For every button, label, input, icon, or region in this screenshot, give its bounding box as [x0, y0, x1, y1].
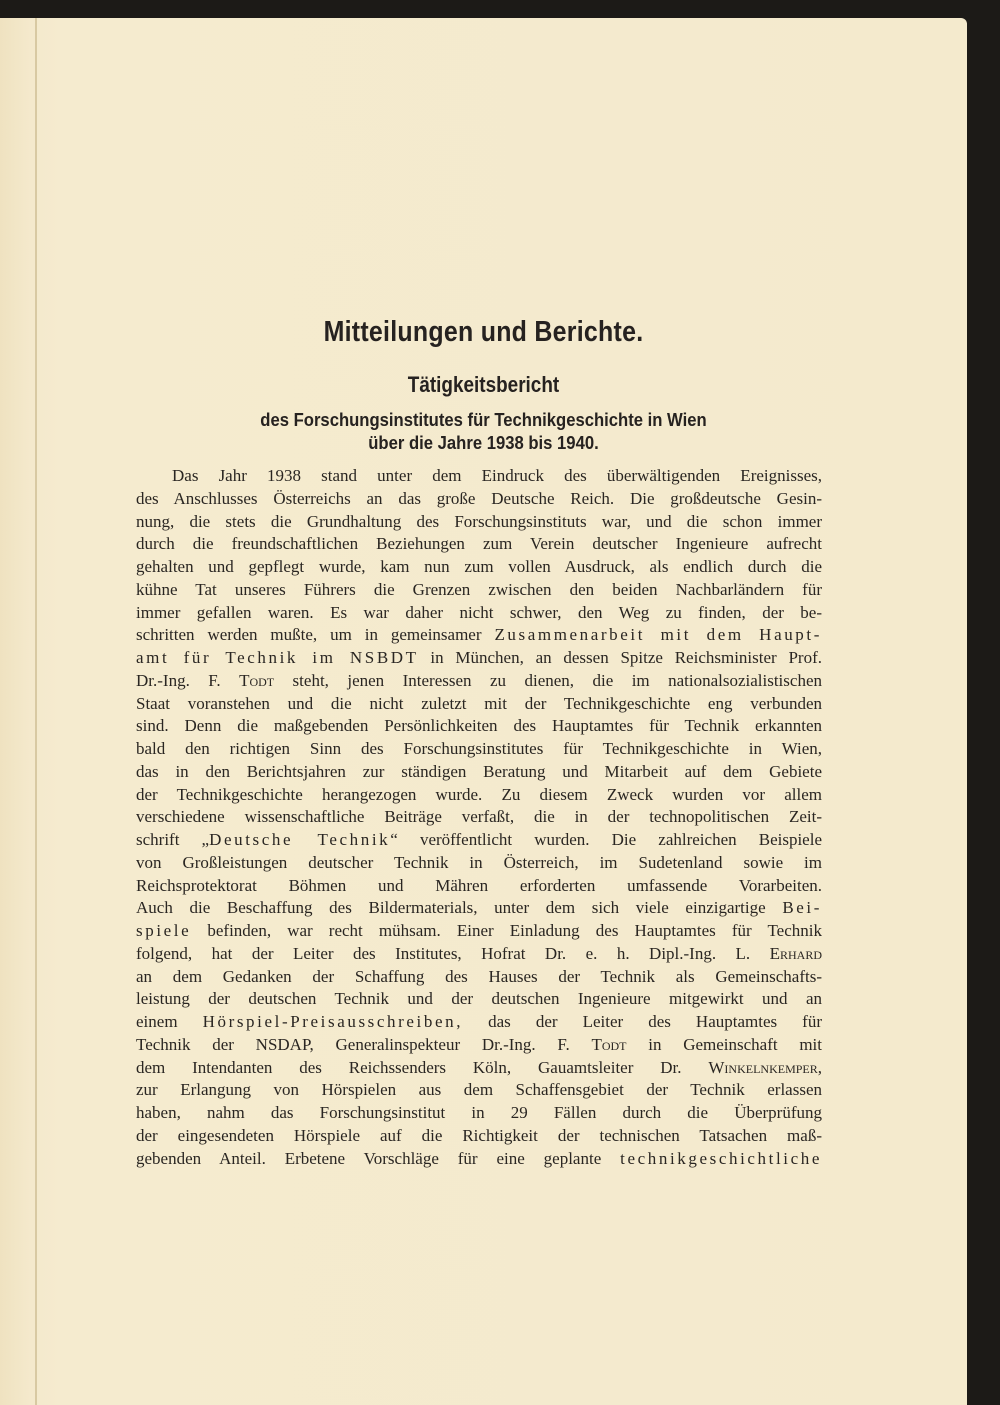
text-line — [136, 897, 822, 920]
text-line — [136, 647, 822, 670]
text-line — [136, 1148, 822, 1171]
text-line — [136, 1057, 822, 1080]
text-line — [136, 875, 822, 898]
text-segment: gebenden Anteil. Erbetene Vorschläge für eine geplante — [136, 1148, 621, 1168]
text-segment: an dem Gedanken der Schaffung des Hauses der Technik als Gemeinschafts- — [136, 966, 822, 986]
text-segment: sind. Denn die maßgebenden Persönlichkeiten des Hauptamtes für Technik erkannten — [136, 716, 822, 736]
text-segment: in München, an dessen Spitze Reichsminister Prof. — [418, 648, 822, 667]
text-line — [136, 488, 822, 511]
text-segment: folgend, hat der Leiter des Institutes, Hofrat Dr. e. h. Dipl.-Ing. L. — [136, 943, 770, 963]
text-segment: zur Erlangung von Hörspielen aus dem Schaffensgebiet der Technik erlassen — [136, 1080, 822, 1100]
text-segment: Technik der NSDAP, Generalinspekteur Dr.-Ing. F. — [136, 1034, 592, 1054]
text-line — [136, 1011, 822, 1034]
text-line — [136, 988, 822, 1011]
text-segment: technikgeschichtliche — [620, 1148, 822, 1168]
text-segment: durch die freundschaftlichen Beziehungen zum Verein deutscher Ingenieure aufrecht — [136, 534, 822, 554]
binding-gutter-line — [35, 18, 37, 1405]
text-segment: immer gefallen waren. Es war daher nicht schwer, den Weg zu finden, der be- — [136, 602, 822, 622]
text-segment: verschiedene wissenschaftliche Beiträge verfaßt, die in der technopolitischen Zeit- — [136, 807, 822, 827]
text-segment: Reichsprotektorat Böhmen und Mähren erforderten umfassende Vorarbeiten. — [136, 875, 822, 895]
text-line — [136, 1034, 822, 1057]
text-line — [136, 579, 822, 602]
text-line — [136, 511, 822, 534]
section-heading: Mitteilungen und Berichte. — [323, 316, 644, 348]
text-segment: das der Leiter des Hauptamtes für — [463, 1012, 822, 1031]
text-segment: Zusammenarbeit mit dem Haupt- — [494, 625, 822, 645]
text-segment: Bei- — [782, 898, 822, 918]
text-line — [136, 829, 822, 852]
text-segment: schrift „ — [136, 830, 210, 849]
text-segment: nung, die stets die Grundhaltung des Forschungsinstituts war, und die schon immer — [136, 511, 822, 531]
report-subtitle-line-2: über die Jahre 1938 bis 1940. — [368, 432, 599, 453]
text-line — [136, 556, 822, 579]
text-segment: Hörspiel-Preisausschreiben, — [202, 1012, 464, 1031]
text-line — [136, 761, 822, 784]
text-segment: gehalten und gepflegt wurde, kam nun zum vollen Ausdruck, als endlich durch die — [136, 557, 822, 576]
text-segment: Auch die Beschaffung des Bildermaterials, unter dem sich viele einzigartige — [136, 898, 783, 918]
text-segment: schritten werden mußte, um in gemeinsamer — [136, 625, 495, 645]
report-subtitle-line-1: des Forschungsinstitutes für Technikgeschichte in Wien — [260, 409, 707, 430]
text-segment: Todt — [239, 670, 275, 690]
text-segment: von Großleistungen deutscher Technik in Österreich, im Sudetenland sowie im — [136, 852, 822, 872]
text-line — [136, 943, 822, 966]
text-segment: spiele — [136, 921, 192, 940]
text-segment: “ veröffentlicht wurden. Die zahlreichen Beispiele — [390, 830, 822, 849]
text-line — [136, 533, 822, 556]
text-segment: bald den richtigen Sinn des Forschungsinstitutes für Technikgeschichte in Wien, — [136, 739, 822, 758]
text-segment: dem Intendanten des Reichssenders Köln, Gauamtsleiter Dr. — [136, 1057, 709, 1077]
text-line — [136, 1079, 822, 1102]
text-segment: Staat voranstehen und die nicht zuletzt mit der Technikgeschichte eng verbunden — [136, 693, 822, 713]
text-segment: des Anschlusses Österreichs an das große Deutsche Reich. Die großdeutsche Gesin- — [136, 488, 822, 508]
text-line — [136, 966, 822, 989]
text-segment: der eingesendeten Hörspiele auf die Richtigkeit der technischen Tatsachen maß- — [136, 1125, 822, 1145]
text-segment: leistung der deutschen Technik und der deutschen Ingenieure mitgewirkt und an — [136, 989, 822, 1009]
text-line — [136, 920, 822, 943]
text-segment: einem — [136, 1012, 203, 1031]
text-line — [136, 670, 822, 693]
text-segment: das in den Berichtsjahren zur ständigen Beratung und Mitarbeit auf dem Gebiete — [136, 761, 822, 781]
text-segment: befinden, war recht mühsam. Einer Einladung des Hauptamtes für Technik — [191, 921, 822, 940]
text-segment: der Technikgeschichte herangezogen wurde. Zu diesem Zweck wurden vor allem — [136, 784, 822, 804]
text-line — [136, 852, 822, 875]
text-segment: Dr.-Ing. F. — [136, 670, 240, 690]
text-line — [136, 806, 822, 829]
text-line — [136, 624, 822, 647]
text-line — [136, 693, 822, 716]
text-line — [136, 1102, 822, 1125]
text-line — [136, 602, 822, 625]
text-line — [136, 1125, 822, 1148]
report-title: Tätigkeitsbericht — [407, 372, 560, 397]
text-line — [136, 738, 822, 761]
text-segment: in Gemeinschaft mit — [626, 1034, 822, 1054]
text-segment: haben, nahm das Forschungsinstitut in 29 Fällen durch die Überprüfung — [136, 1103, 822, 1122]
text-segment: Winkelnkemper, — [708, 1057, 822, 1077]
text-segment: kühne Tat unseres Führers die Grenzen zwischen den beiden Nachbarländern für — [136, 579, 822, 599]
text-line — [136, 715, 822, 738]
text-segment: steht, jenen Interessen zu dienen, die im nationalsozialistischen — [274, 670, 822, 690]
text-segment: Erhard — [769, 943, 822, 963]
body-text — [136, 465, 822, 1170]
text-line — [136, 784, 822, 807]
text-segment: Das Jahr 1938 stand unter dem Eindruck des überwältigenden Ereignisses, — [172, 466, 822, 485]
text-segment: Deutsche Technik — [209, 830, 391, 849]
text-segment: amt für Technik im NSBDT — [136, 648, 419, 667]
text-segment: Todt — [591, 1034, 627, 1054]
text-line — [136, 465, 822, 488]
